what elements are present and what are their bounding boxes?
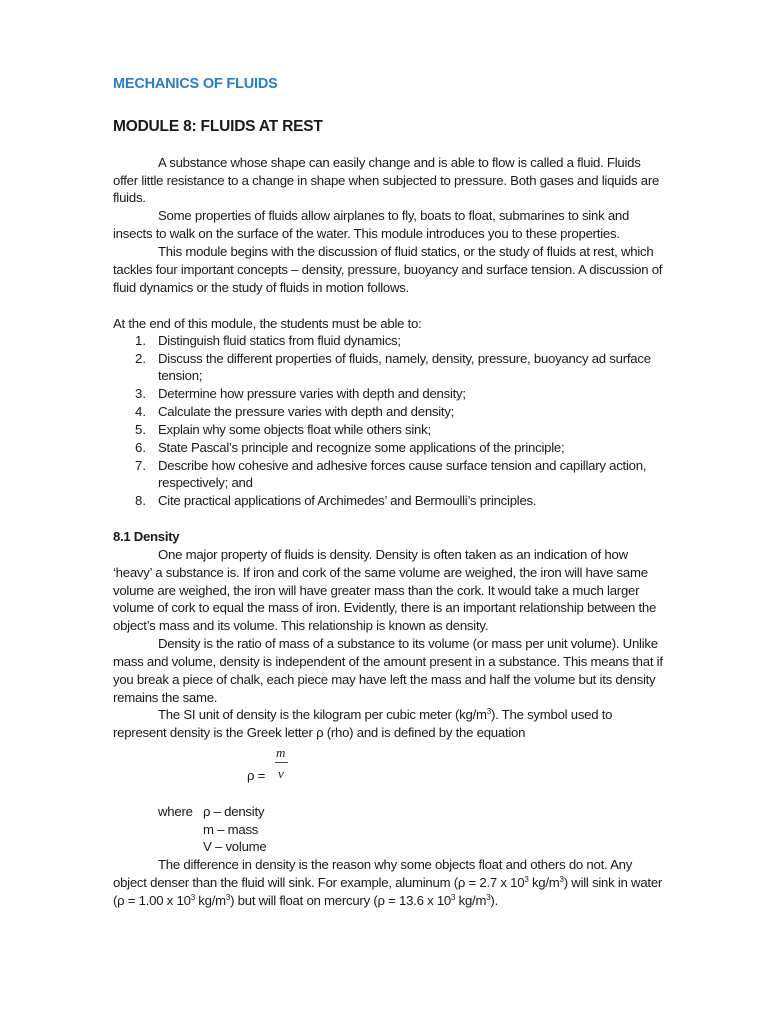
body-line: object denser than the fluid will sink. For example, aluminum (ρ = 2.7 x $10^3$ $kg/m^3$) will sink in water xyxy=(113,875,663,890)
intro-line: fluids. xyxy=(113,190,146,205)
intro-line: fluid dynamics or the study of fluids in motion follows. xyxy=(113,280,410,295)
equation-lhs: ρ = xyxy=(247,768,266,783)
intro-line: insects to walk on the surface of the water. This module introduces you to these properties. xyxy=(113,226,620,241)
list-item: Describe how cohesive and adhesive forces cause surface tension and capillary action, xyxy=(158,458,647,473)
subject-title: MECHANICS OF FLUIDS xyxy=(113,76,278,92)
body-line: volume of cork to equal the mass of iron. Evidently, there is an important relationship between the xyxy=(113,600,657,615)
list-item: Explain why some objects float while others sink; xyxy=(158,422,431,437)
list-item: Discuss the different properties of fluids, namely, density, pressure, buoyancy ad surface xyxy=(158,351,651,366)
list-item-number: 7. xyxy=(135,458,146,473)
body-line: remains the same. xyxy=(113,690,218,705)
list-item: Distinguish fluid statics from fluid dynamics; xyxy=(158,333,401,348)
list-item-number: 4. xyxy=(135,404,146,419)
equation-denominator: v xyxy=(278,766,284,781)
list-item-number: 5. xyxy=(135,422,146,437)
where-label: where xyxy=(158,804,193,819)
body-line: mass and volume, density is independent of the amount present in a substance. This means that if xyxy=(113,654,663,669)
list-item-number: 2. xyxy=(135,351,146,366)
intro-line: Some properties of fluids allow airplanes to fly, boats to float, submarines to sink and xyxy=(158,208,630,223)
intro-line: A substance whose shape can easily change and is able to flow is called a fluid. Fluids xyxy=(158,155,641,170)
body-line: Density is the ratio of mass of a substance to its volume (or mass per unit volume). Unlike xyxy=(158,636,658,651)
body-line: The difference in density is the reason why some objects float and others do not. Any xyxy=(158,857,633,872)
equation-numerator: m xyxy=(276,745,286,760)
body-line: One major property of fluids is density. Density is often taken as an indication of how xyxy=(158,547,628,562)
body-line: you break a piece of chalk, each piece may have left the mass and half the volume but its density xyxy=(113,672,656,687)
body-line: represent density is the Greek letter ρ (rho) and is defined by the equation xyxy=(113,725,526,740)
intro-line: This module begins with the discussion of fluid statics, or the study of fluids at rest, which xyxy=(158,244,654,259)
fraction-bar xyxy=(275,762,288,763)
list-item: Calculate the pressure varies with depth and density; xyxy=(158,404,455,419)
list-item: State Pascal’s principle and recognize some applications of the principle; xyxy=(158,440,565,455)
body-line: object’s mass and its volume. This relationship is known as density. xyxy=(113,618,489,633)
list-item-number: 1. xyxy=(135,333,146,348)
body-line: volume are weighed, the iron will have greater mass than the cork. It would take a much larger xyxy=(113,583,640,598)
body-line: (ρ = 1.00 x $10^3$ $kg/m^3$) but will float on mercury (ρ = 13.6 x $10^3$ $kg/m^3$). xyxy=(113,893,498,908)
list-item-number: 3. xyxy=(135,386,146,401)
body-line: ‘heavy’ a substance is. If iron and cork of the same volume are weighed, the iron will have same xyxy=(113,565,648,580)
body-line: The SI unit of density is the kilogram per cubic meter $(kg/m^3)$. The symbol used to xyxy=(158,707,613,722)
list-item: Determine how pressure varies with depth and density; xyxy=(158,386,466,401)
variable-definition: V – volume xyxy=(203,839,267,854)
list-item: respectively; and xyxy=(158,475,253,490)
list-item-number: 6. xyxy=(135,440,146,455)
section-title: 8.1 Density xyxy=(113,529,180,544)
intro-line: offer little resistance to a change in shape when subjected to pressure. Both gases and liquids are xyxy=(113,173,660,188)
variable-definition: m – mass xyxy=(203,822,259,837)
intro-line: tackles four important concepts – density, pressure, buoyancy and surface tension. A discussion of xyxy=(113,262,663,277)
list-item-number: 8. xyxy=(135,493,146,508)
list-item: tension; xyxy=(158,368,203,383)
list-item: Cite practical applications of Archimedes’ and Bermoulli’s principles. xyxy=(158,493,537,508)
variable-definition: ρ – density xyxy=(203,804,265,819)
module-title: MODULE 8: FLUIDS AT REST xyxy=(113,118,323,135)
objectives-intro: At the end of this module, the students must be able to: xyxy=(113,316,422,331)
